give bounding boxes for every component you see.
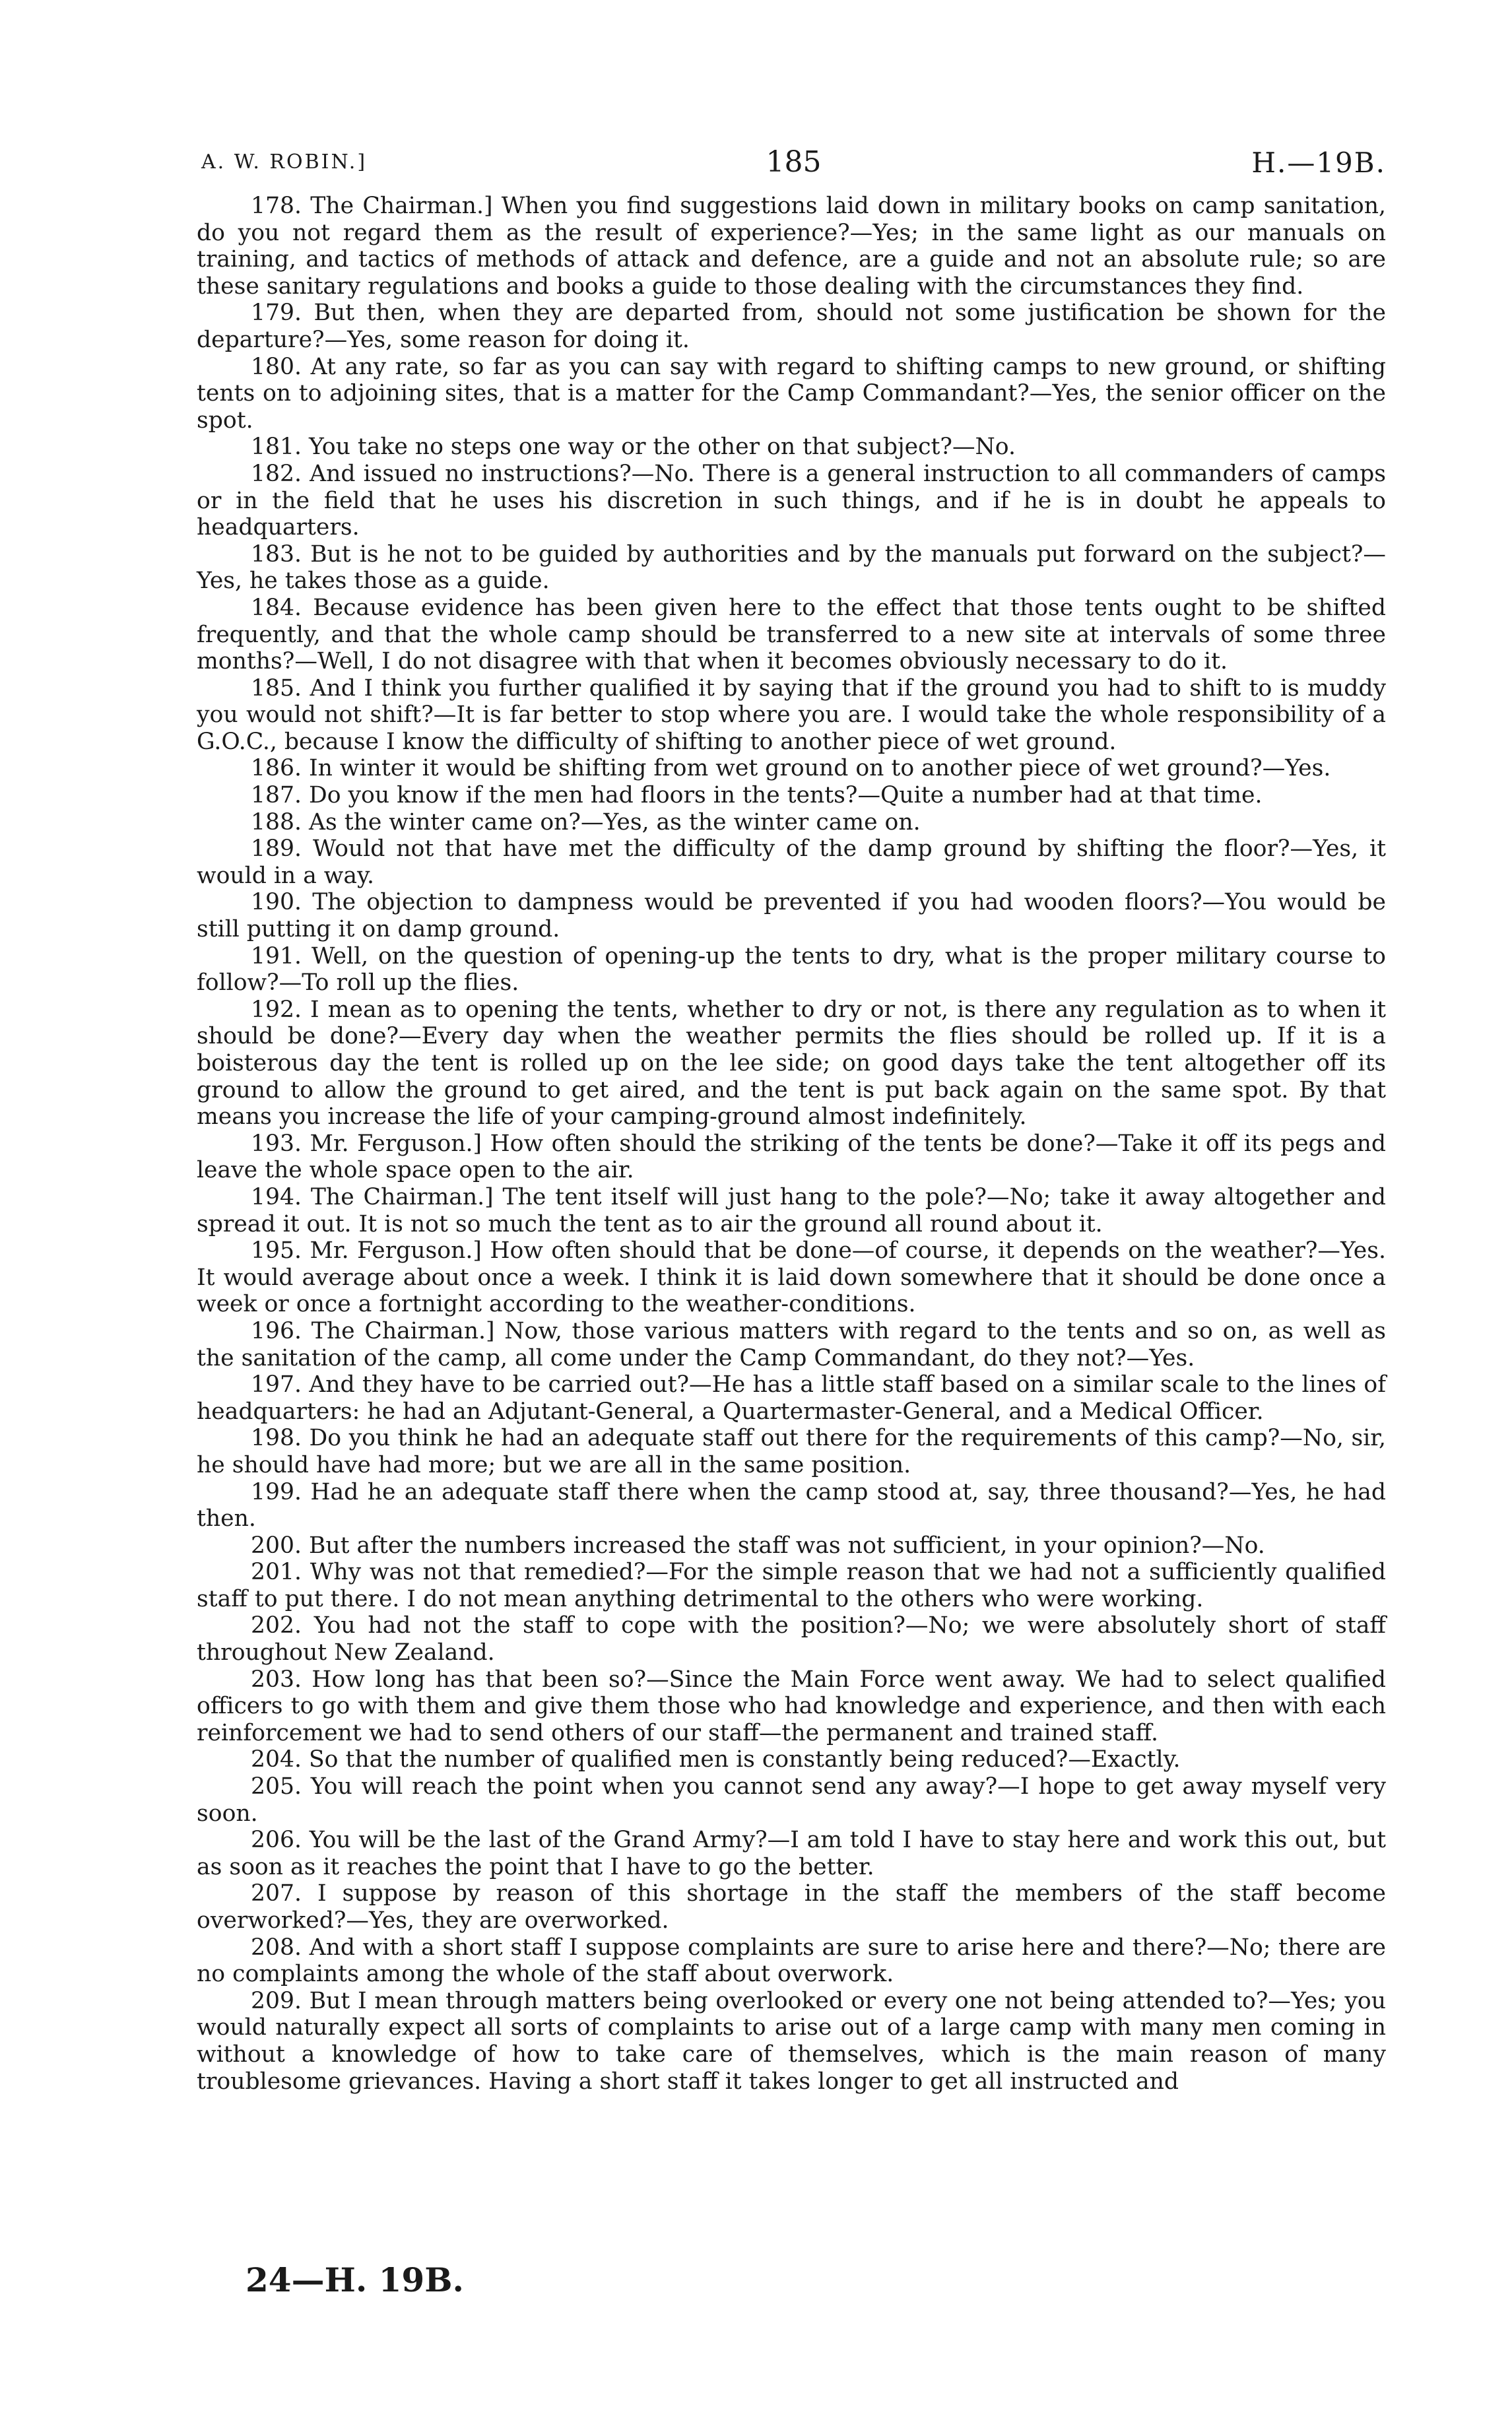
paragraph-196: 196. The Chairman.] Now, those various matters with regard to the tents and so on, as well as the sanitation of the camp, all come under the Camp Commandant, do they not?—Yes. [197,1317,1386,1371]
paragraph-181: 181. You take no steps one way or the other on that subject?—No. [251,434,1016,461]
paragraph-187: 187. Do you know if the men had floors in the tents?—Quite a number had at that time. [251,782,1263,809]
paragraph-182: 182. And issued no instructions?—No. There is a general instruction to all commanders of camps or in the field that he uses his discretion in such things, and if he is in doubt he appeals to headquarters. [197,460,1386,541]
paragraph-208: 208. And with a short staff I suppose complaints are sure to arise here and there?—No; there are no complaints among the whole of the staff about overwork. [197,1934,1386,1988]
paragraph-204: 204. So that the number of qualified men is constantly being reduced?—Exactly. [251,1746,1181,1773]
page-number: 185 [766,145,822,179]
paragraph-180: 180. At any rate, so far as you can say with regard to shifting camps to new ground, or shifting tents on to adjoining sites, that is a matter for the Camp Commandant?—Yes, the senior officer on the spot. [197,353,1386,434]
paragraph-183: 183. But is he not to be guided by authorities and by the manuals put forward on the subject?—Yes, he takes those as a guide. [197,541,1386,595]
paragraph-199: 199. Had he an adequate staff there when the camp stood at, say, three thousand?—Yes, he had then. [197,1478,1386,1532]
paragraph-193: 193. Mr. Ferguson.] How often should the striking of the tents be done?—Take it off its pegs and leave the whole space open to the air. [197,1130,1386,1184]
paragraph-190: 190. The objection to dampness would be prevented if you had wooden floors?—You would be still putting it on damp ground. [197,889,1386,943]
document-reference: H.—19B. [1251,147,1386,179]
printer-signature: 24—H. 19B. [246,2260,464,2299]
paragraph-195: 195. Mr. Ferguson.] How often should that be done—of course, it depends on the weather?—Yes. It would average about once a week. I think it is laid down somewhere that it should be done once a week or once a fortnight according to the weather-conditions. [197,1237,1386,1318]
testimony-body [197,193,1386,2095]
paragraph-209: 209. But I mean through matters being overlooked or every one not being attended to?—Yes; you would naturally expect all sorts of complaints to arise out of a large camp with many men coming in without a knowledge of how to take care of themselves, which is the main reason of many troublesome grievances. Having a short staff it takes longer to get all instructed and [197,1987,1386,2095]
paragraph-184: 184. Because evidence has been given here to the effect that those tents ought to be shifted frequently, and that the whole camp should be transferred to a new site at intervals of some three months?—Well, I do not disagree with that when it becomes obviously necessary to do it. [197,594,1386,675]
witness-name: A. W. ROBIN.] [201,150,368,174]
paragraph-205: 205. You will reach the point when you cannot send any away?—I hope to get away myself very soon. [197,1773,1386,1827]
paragraph-179: 179. But then, when they are departed from, should not some justification be shown for the departure?—Yes, some reason for doing it. [197,300,1386,353]
paragraph-178: 178. The Chairman.] When you find suggestions laid down in military books on camp sanitation, do you not regard them as the result of experience?—Yes; in the same light as our manuals on training, and tactics of methods of attack and defence, are a guide and not an absolute rule; so are these sanitary regulations and books a guide to those dealing with the circumstances they find. [197,193,1386,300]
paragraph-202: 202. You had not the staff to cope with the position?—No; we were absolutely short of staff throughout New Zealand. [197,1612,1386,1666]
paragraph-186: 186. In winter it would be shifting from wet ground on to another piece of wet ground?—Yes. [251,755,1331,782]
paragraph-207: 207. I suppose by reason of this shortage in the staff the members of the staff become overworked?—Yes, they are overworked. [197,1880,1386,1934]
paragraph-206: 206. You will be the last of the Grand Army?—I am told I have to stay here and work this out, but as soon as it reaches the point that I have to go the better. [197,1827,1386,1880]
paragraph-203: 203. How long has that been so?—Since the Main Force went away. We had to select qualified officers to go with them and give them those who had knowledge and experience, and then with each reinforcement we had to send others of our staff—the permanent and trained staff. [197,1666,1386,1746]
paragraph-198: 198. Do you think he had an adequate staff out there for the requirements of this camp?—No, sir, he should have had more; but we are all in the same position. [197,1425,1386,1478]
paragraph-200: 200. But after the numbers increased the staff was not sufficient, in your opinion?—No. [251,1532,1265,1559]
paragraph-185: 185. And I think you further qualified it by saying that if the ground you had to shift to is muddy you would not shift?—It is far better to stop where you are. I would take the whole responsibility of a G.O.C., because I know the difficulty of shifting to another piece of wet ground. [197,674,1386,755]
paragraph-188: 188. As the winter came on?—Yes, as the winter came on. [251,808,921,836]
paragraph-194: 194. The Chairman.] The tent itself will just hang to the pole?—No; take it away altogether and spread it out. It is not so much the tent as to air the ground all round about it. [197,1183,1386,1237]
paragraph-201: 201. Why was not that remedied?—For the simple reason that we had not a sufficiently qualified staff to put there. I do not mean anything detrimental to the others who were working. [197,1559,1386,1612]
paragraph-191: 191. Well, on the question of opening-up the tents to dry, what is the proper military course to follow?—To roll up the flies. [197,942,1386,997]
page-header [201,145,1386,185]
paragraph-192: 192. I mean as to opening the tents, whether to dry or not, is there any regulation as to when it should be done?—Every day when the weather permits the flies should be rolled up. If it is a boisterous day the tent is rolled up on the lee side; on good days take the tent altogether off its ground to allow the ground to get aired, and the tent is put back again on the same spot. By that means you increase the life of your camping-ground almost indefinitely. [197,996,1386,1131]
paragraph-197: 197. And they have to be carried out?—He has a little staff based on a similar scale to the lines of headquarters: he had an Adjutant-General, a Quartermaster-General, and a Medical Officer. [197,1371,1386,1425]
paragraph-189: 189. Would not that have met the difficulty of the damp ground by shifting the floor?—Yes, it would in a way. [197,836,1386,889]
